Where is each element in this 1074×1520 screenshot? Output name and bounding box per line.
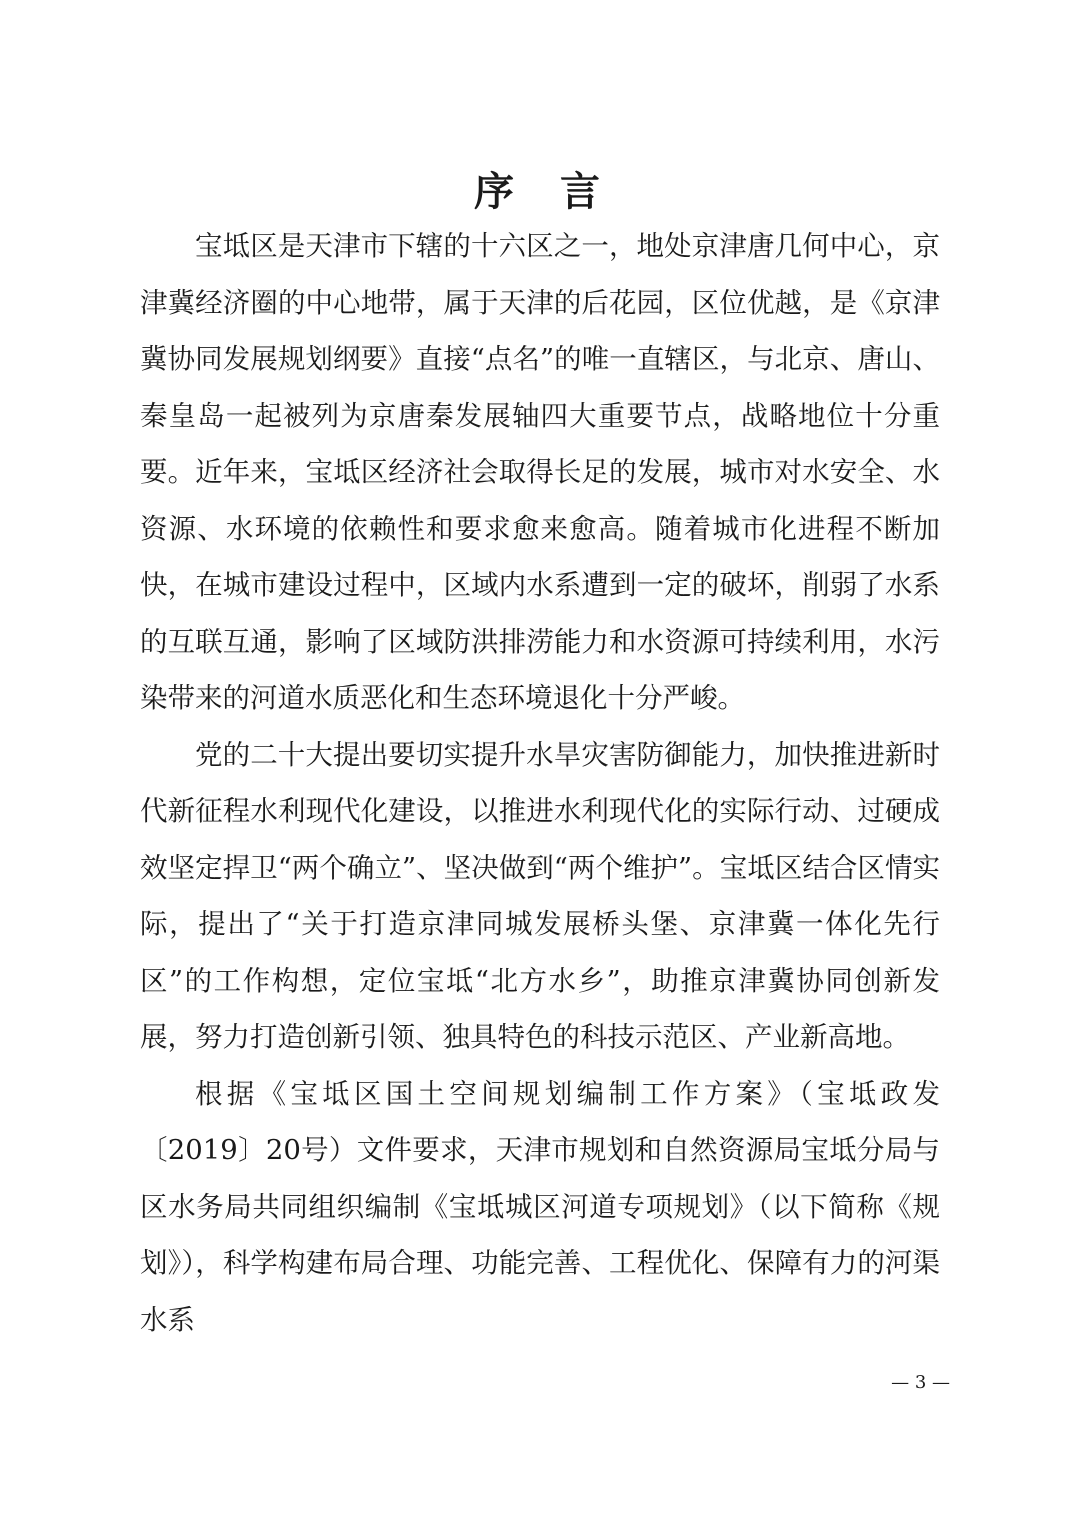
paragraph-3: 根据《宝坻区国土空间规划编制工作方案》（宝坻政发〔2019〕20号）文件要求，天津市规划和自然资源局宝坻分局与区水务局共同组织编制《宝坻城区河道专项规划》（以下简称《规划》），科学构建布局合理、功能完善、工程优化、保障有力的河渠水系 <box>140 1077 940 1336</box>
page-number: — 3 — <box>891 1372 950 1393</box>
paragraph-1: 宝坻区是天津市下辖的十六区之一，地处京津唐几何中心，京津冀经济圈的中心地带，属于天津的后花园，区位优越，是《京津冀协同发展规划纲要》直接“点名”的唯一直辖区，与北京、唐山、秦皇岛一起被列为京唐秦发展轴四大重要节点，战略地位十分重要。近年来，宝坻区经济社会取得长足的发展，城市对水安全、水资源、水环境的依赖性和要求愈来愈高。随着城市化进程不断加快，在城市建设过程中，区域内水系遭到一定的破坏，削弱了水系的互联互通，影响了区域防洪排涝能力和水资源可持续利用，水污染带来的河道水质恶化和生态环境退化十分严峻。 <box>140 230 940 714</box>
body-text <box>140 218 940 1348</box>
page-title: 序言 <box>474 168 646 215</box>
paragraph-2: 党的二十大提出要切实提升水旱灾害防御能力，加快推进新时代新征程水利现代化建设，以推进水利现代化的实际行动、过硬成效坚定捍卫“两个确立”、坚决做到“两个维护”。宝坻区结合区情实际，提出了“关于打造京津同城发展桥头堡、京津冀一体化先行区”的工作构想，定位宝坻“北方水乡”，助推京津冀协同创新发展，努力打造创新引领、独具特色的科技示范区、产业新高地。 <box>140 738 940 1053</box>
